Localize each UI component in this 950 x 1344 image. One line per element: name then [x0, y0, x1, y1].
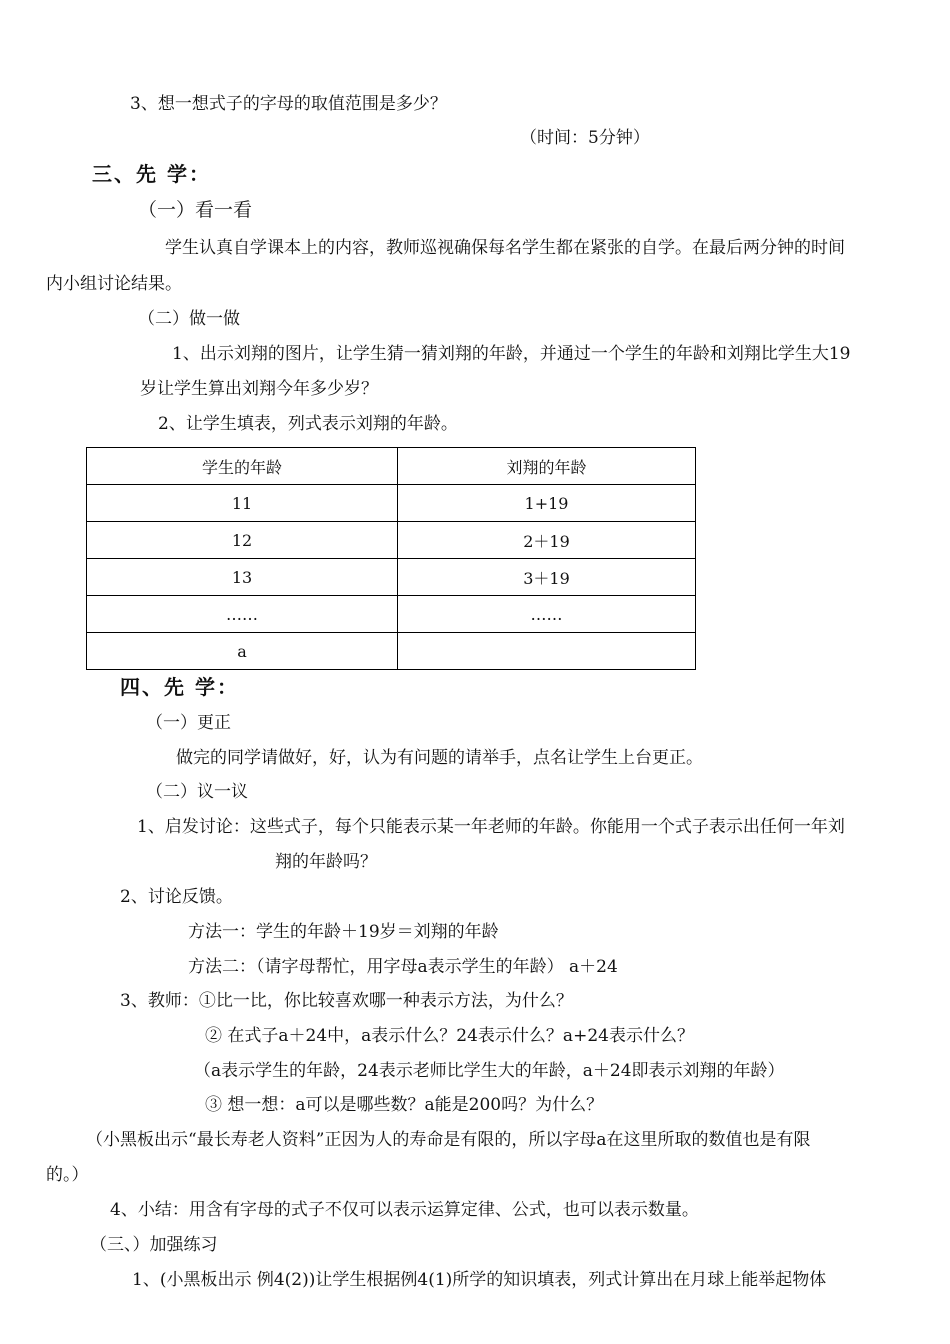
table-row	[87, 522, 696, 559]
section-4-part-3-item-1: 1、(小黑板出示 例4(2))让学生根据例4(1)所学的知识填表，列式计算出在月球上能举起物体	[132, 1270, 827, 1290]
section-4-item-3: 3、教师：①比一比，你比较喜欢哪一种表示方法，为什么？	[120, 991, 573, 1011]
section-3-part-1-title: （一）看一看	[138, 199, 253, 221]
section-4-item-3-b: ② 在式子a＋24中，a表示什么？24表示什么？a+24表示什么？	[205, 1026, 694, 1046]
table-cell: 13	[87, 559, 398, 596]
table-cell: 12	[87, 522, 398, 559]
section-4-item-3-b-answer: （a表示学生的年龄，24表示老师比学生大的年龄，a＋24即表示刘翔的年龄）	[194, 1061, 785, 1081]
age-table	[86, 447, 696, 670]
method-1: 方法一：学生的年龄＋19岁＝刘翔的年龄	[188, 922, 499, 942]
table-cell: 3＋19	[398, 559, 696, 596]
blackboard-note-line-1: （小黑板出示“最长寿老人资料”正因为人的寿命是有限的，所以字母a在这里所取的数值也是有限	[86, 1130, 811, 1150]
section-3-part-1-text-line-1: 学生认真自学课本上的内容，教师巡视确保每名学生都在紧张的自学。在最后两分钟的时间	[165, 238, 845, 258]
table-cell: ……	[87, 596, 398, 633]
section-3-item-1-line-2: 岁让学生算出刘翔今年多少岁？	[140, 379, 378, 399]
section-4-heading: 四、先 学：	[120, 675, 239, 699]
section-4-part-2-title: （二）议一议	[146, 782, 248, 802]
section-4-item-1-line-2: 翔的年龄吗？	[275, 852, 377, 872]
table-row	[87, 596, 696, 633]
blackboard-note-line-2: 的。）	[46, 1165, 89, 1185]
table-header-cell: 学生的年龄	[87, 448, 398, 485]
section-4-part-3-title: （三、）加强练习	[90, 1235, 218, 1255]
table-row	[87, 485, 696, 522]
table-header-cell: 刘翔的年龄	[398, 448, 696, 485]
table-cell: 2＋19	[398, 522, 696, 559]
table-cell: 1+19	[398, 485, 696, 522]
section-3-part-2-title: （二）做一做	[138, 309, 240, 329]
question-3: 3、想一想式子的字母的取值范围是多少？	[130, 94, 447, 114]
section-4-item-1-line-1: 1、启发讨论：这些式子，每个只能表示某一年老师的年龄。你能用一个式子表示出任何一年刘	[137, 817, 845, 837]
section-3-item-1-line-1: 1、出示刘翔的图片，让学生猜一猜刘翔的年龄，并通过一个学生的年龄和刘翔比学生大19	[172, 344, 851, 364]
section-3-item-2: 2、让学生填表，列式表示刘翔的年龄。	[158, 414, 458, 434]
table-cell: 11	[87, 485, 398, 522]
section-4-item-2: 2、讨论反馈。	[120, 887, 233, 907]
table-header-row	[87, 448, 696, 485]
method-2: 方法二：（请字母帮忙，用字母a表示学生的年龄） a＋24	[188, 957, 618, 977]
table-row	[87, 633, 696, 670]
section-3-heading: 三、先 学：	[92, 162, 211, 186]
time-note: （时间：5分钟）	[520, 128, 650, 148]
section-4-item-4: 4、小结：用含有字母的式子不仅可以表示运算定律、公式，也可以表示数量。	[110, 1200, 699, 1220]
table-cell: a	[87, 633, 398, 670]
section-4-part-1-title: （一）更正	[146, 713, 231, 733]
section-3-part-1-text-line-2: 内小组讨论结果。	[46, 274, 182, 294]
section-4-item-3-c: ③ 想一想：a可以是哪些数？a能是200吗？为什么？	[205, 1095, 604, 1115]
table-cell	[398, 633, 696, 670]
table-cell: ……	[398, 596, 696, 633]
table-row	[87, 559, 696, 596]
section-4-part-1-text: 做完的同学请做好，好，认为有问题的请举手，点名让学生上台更正。	[176, 748, 703, 768]
